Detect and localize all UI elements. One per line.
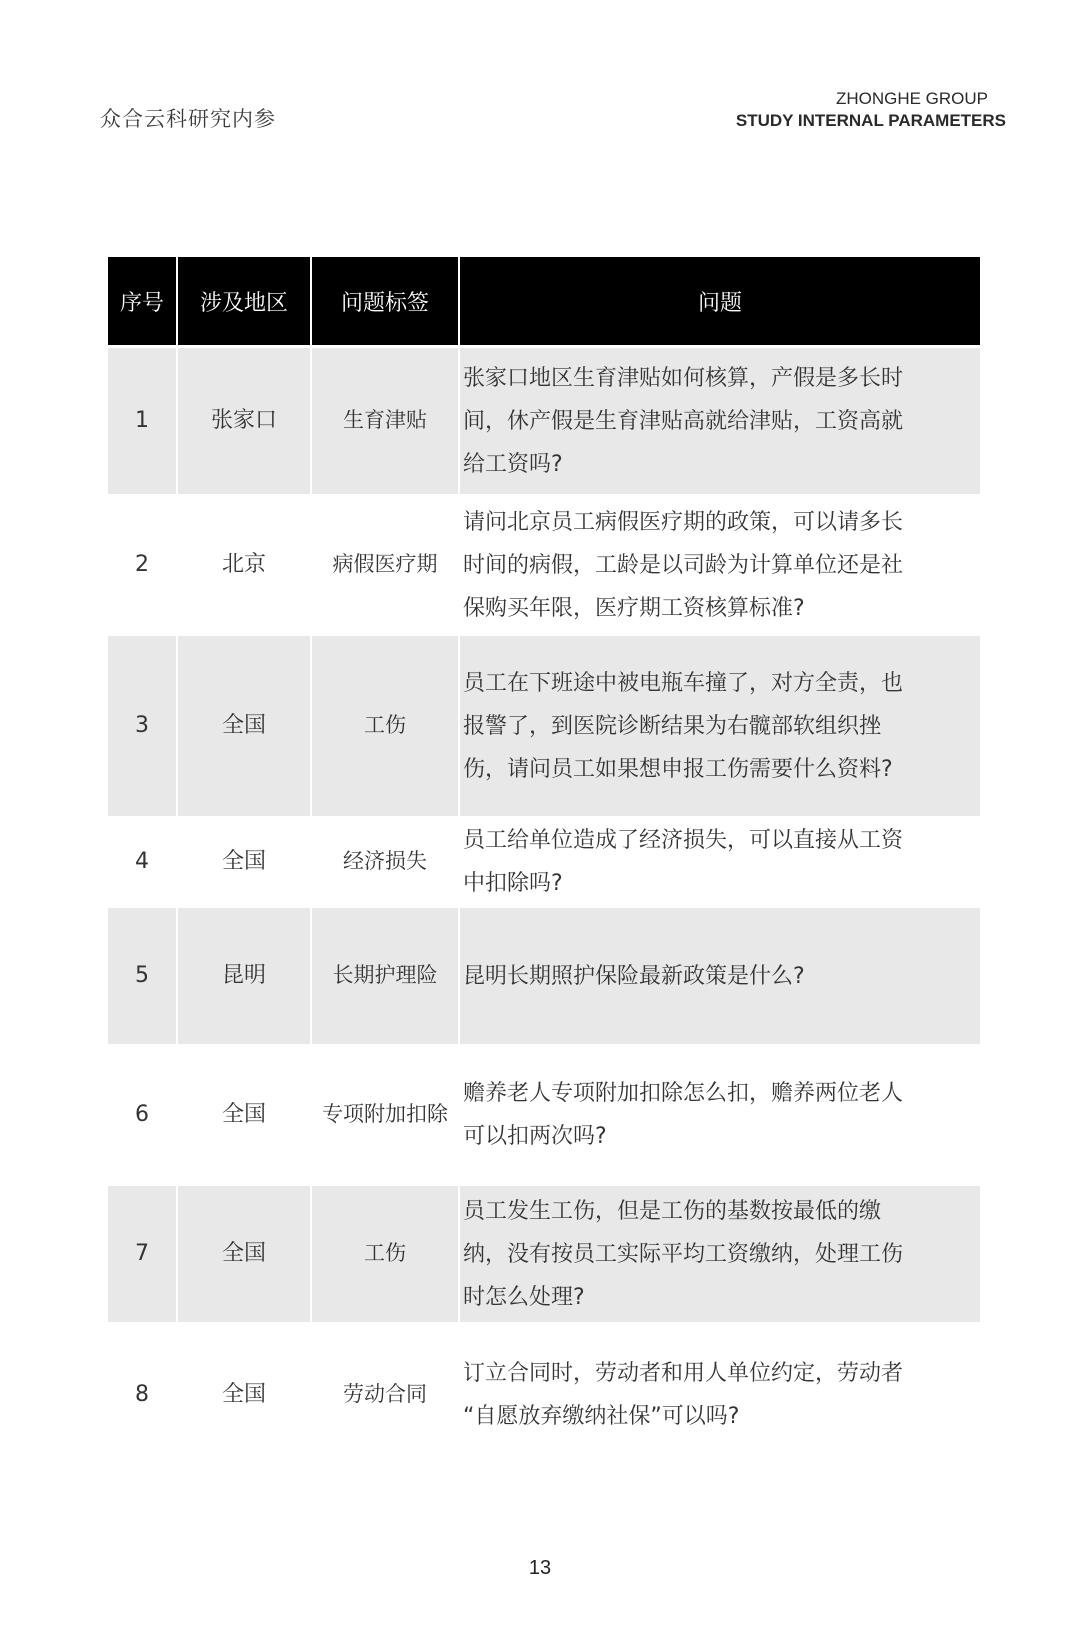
company-subtitle: STUDY INTERNAL PARAMETERS: [735, 111, 1006, 130]
row-tag: 工伤: [312, 636, 458, 816]
row-question: 员工发生工伤，但是工伤的基数按最低的缴 纳，没有按员工实际平均工资缴纳，处理工伤 时怎么处理?: [460, 1186, 980, 1322]
page-number: 13: [528, 1557, 552, 1579]
publication-title: 众合云科研究内参: [100, 107, 276, 131]
row-region: 全国: [178, 1325, 310, 1465]
row-tag: 工伤: [312, 1186, 458, 1322]
row-question: 员工在下班途中被电瓶车撞了，对方全责，也 报警了，到医院诊断结果为右髋部软组织挫 伤，请问员工如果想申报工伤需要什么资料?: [460, 636, 980, 816]
row-question: 张家口地区生育津贴如何核算，产假是多长时 间，休产假是生育津贴高就给津贴，工资高就 给工资吗?: [460, 348, 980, 494]
row-tag: 经济损失: [312, 819, 458, 905]
row-region: 张家口: [178, 348, 310, 494]
row-number: 8: [108, 1325, 176, 1465]
row-tag: 病假医疗期: [312, 497, 458, 633]
column-header-question: 问题: [460, 257, 980, 345]
table-row: [108, 1047, 980, 1183]
row-number: 3: [108, 636, 176, 816]
row-question: 赡养老人专项附加扣除怎么扣，赡养两位老人 可以扣两次吗?: [460, 1047, 980, 1183]
table-row: [108, 636, 980, 816]
row-number: 1: [108, 348, 176, 494]
table-row: [108, 348, 980, 494]
row-tag: 长期护理险: [312, 908, 458, 1044]
company-name: ZHONGHE GROUP: [835, 89, 988, 108]
table-header-row: [108, 257, 980, 345]
row-tag: 专项附加扣除: [312, 1047, 458, 1183]
row-number: 7: [108, 1186, 176, 1322]
column-header-region: 涉及地区: [178, 257, 310, 345]
row-region: 昆明: [178, 908, 310, 1044]
table-row: [108, 497, 980, 633]
row-question: 昆明长期照护保险最新政策是什么?: [460, 908, 980, 1044]
column-header-tag: 问题标签: [312, 257, 458, 345]
row-question: 订立合同时，劳动者和用人单位约定，劳动者 “自愿放弃缴纳社保”可以吗?: [460, 1325, 980, 1465]
row-region: 全国: [178, 819, 310, 905]
row-region: 全国: [178, 1047, 310, 1183]
row-question: 请问北京员工病假医疗期的政策，可以请多长 时间的病假，工龄是以司龄为计算单位还是社 保购买年限，医疗期工资核算标准?: [460, 497, 980, 633]
row-question: 员工给单位造成了经济损失，可以直接从工资 中扣除吗?: [460, 819, 980, 905]
row-region: 北京: [178, 497, 310, 633]
table-row: [108, 1325, 980, 1465]
row-tag: 劳动合同: [312, 1325, 458, 1465]
row-number: 5: [108, 908, 176, 1044]
column-header-number: 序号: [108, 257, 176, 345]
row-tag: 生育津贴: [312, 348, 458, 494]
table-row: [108, 1186, 980, 1322]
row-region: 全国: [178, 1186, 310, 1322]
company-header: [736, 88, 1006, 132]
table-row: [108, 819, 980, 905]
row-number: 2: [108, 497, 176, 633]
row-number: 4: [108, 819, 176, 905]
row-region: 全国: [178, 636, 310, 816]
qa-table: [106, 254, 982, 1468]
table-row: [108, 908, 980, 1044]
row-number: 6: [108, 1047, 176, 1183]
